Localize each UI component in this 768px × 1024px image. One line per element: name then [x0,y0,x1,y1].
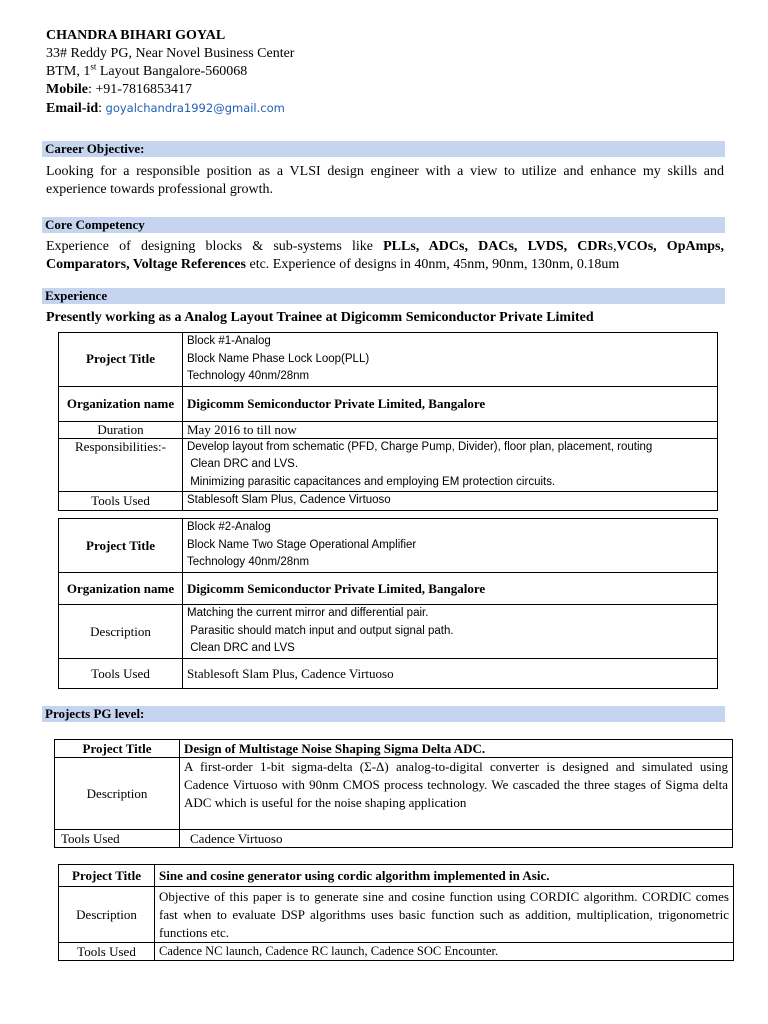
table-row [59,519,718,573]
table-row [59,865,734,887]
table-row [59,492,718,511]
experience-table-1 [58,332,718,511]
address-line-2: BTM, 1st Layout Bangalore-560068 [46,61,248,79]
project-title-label: Project Title [59,333,183,387]
experience-table-2 [58,518,718,689]
tools-value: Stablesoft Slam Plus, Cadence Virtuoso [183,492,718,511]
duration-value: May 2016 to till now [183,421,718,438]
core-competency-text: Experience of designing blocks & sub-systems like PLLs, ADCs, DACs, LVDS, CDRs,VCOs, OpAmps, Comparators, Voltage References etc. Experience of designs in 40nm, 45nm, 90nm, 130nm, 0.18um [46,239,724,272]
mobile-label: Mobile [46,82,88,97]
email-label: Email-id [46,101,99,116]
candidate-name: CHANDRA BIHARI GOYAL [46,28,226,43]
project-title-value: Block #1-Analog Block Name Phase Lock Loop(PLL) Technology 40nm/28nm [183,333,718,387]
responsibilities-label: Responsibilities:- [59,438,183,492]
experience-heading: Presently working as a Analog Layout Trainee at Digicomm Semiconductor Private Limited [46,310,594,325]
section-core-competency: Core Competency [42,217,725,233]
description-label: Description [59,605,183,659]
mobile-value: : +91-7816853417 [88,82,192,97]
project-title-value: Sine and cosine generator using cordic algorithm implemented in Asic. [155,865,734,887]
table-row [59,421,718,438]
table-row [59,943,734,961]
table-row [59,333,718,387]
description-value: A first-order 1-bit sigma-delta (Σ-Δ) analog-to-digital converter is designed and simulated using Cadence Virtuoso with 90nm CMOS process technology. We cascaded the three stages of Sigma delta ADC which is useful for the noise shaping application [180,758,733,830]
organization-value: Digicomm Semiconductor Private Limited, Bangalore [183,386,718,421]
table-row [59,887,734,943]
email-line: Email-id: goyalchandra1992@gmail.com [46,101,285,116]
organization-value: Digicomm Semiconductor Private Limited, Bangalore [183,573,718,605]
table-row [59,386,718,421]
table-row [59,573,718,605]
tools-label: Tools Used [59,943,155,961]
description-label: Description [55,758,180,830]
tools-label: Tools Used [55,830,180,848]
tools-value: Cadence NC launch, Cadence RC launch, Cadence SOC Encounter. [155,943,734,961]
description-label: Description [59,887,155,943]
description-value: Objective of this paper is to generate sine and cosine function using CORDIC algorithm. CORDIC comes fast when to evaluate DSP algorithms uses basic function such as addition, multiplication, trigonometric functions etc. [155,887,734,943]
section-projects-pg: Projects PG level: [42,706,725,722]
table-row [55,758,733,830]
table-row [59,659,718,689]
table-row [55,740,733,758]
duration-label: Duration [59,421,183,438]
pg-project-table-1 [54,739,733,848]
organization-label: Organization name [59,386,183,421]
project-title-value: Block #2-Analog Block Name Two Stage Operational Amplifier Technology 40nm/28nm [183,519,718,573]
table-row [59,605,718,659]
project-title-label: Project Title [59,865,155,887]
tools-label: Tools Used [59,659,183,689]
project-title-label: Project Title [55,740,180,758]
email-link[interactable]: goyalchandra1992@gmail.com [105,101,285,115]
contact-header [46,27,294,118]
tools-value: Stablesoft Slam Plus, Cadence Virtuoso [183,659,718,689]
career-objective-text: Looking for a responsible position as a VLSI design engineer with a view to utilize and enhance my skills and experience towards professional growth. [46,164,724,197]
table-row [59,438,718,492]
address-line-1: 33# Reddy PG, Near Novel Business Center [46,46,295,61]
table-row [55,830,733,848]
project-title-value: Design of Multistage Noise Shaping Sigma Delta ADC. [180,740,733,758]
mobile-line [46,81,294,99]
responsibilities-value: Develop layout from schematic (PFD, Charge Pump, Divider), floor plan, placement, routing Clean DRC and LVS. Minimizing parasitic capacitances and employing EM protection circuits. [183,438,718,492]
pg-project-table-2 [58,864,734,961]
description-value: Matching the current mirror and differential pair. Parasitic should match input and output signal path. Clean DRC and LVS [183,605,718,659]
project-title-label: Project Title [59,519,183,573]
section-experience: Experience [42,288,725,304]
organization-label: Organization name [59,573,183,605]
tools-value: Cadence Virtuoso [180,830,733,848]
section-career-objective: Career Objective: [42,141,725,157]
tools-label: Tools Used [59,492,183,511]
